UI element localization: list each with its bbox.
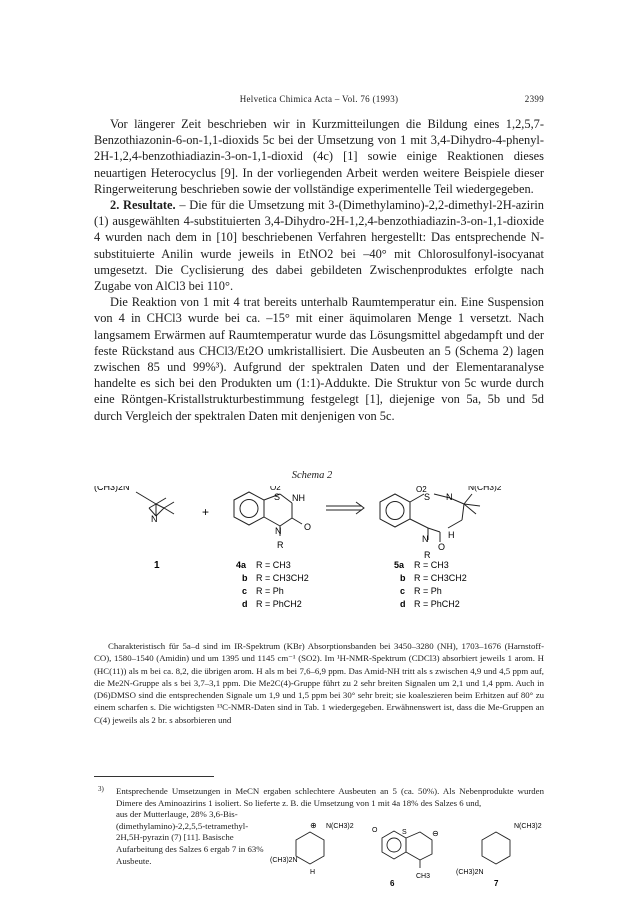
series4-r-a: R = CH3 — [256, 560, 291, 570]
struct7-me2n: (CH3)2N — [456, 869, 484, 876]
main-body-text — [94, 116, 544, 424]
compound4-r-label: R — [277, 540, 284, 550]
series4-r-c: R = Ph — [256, 586, 284, 596]
struct6-ch3: CH3 — [416, 873, 431, 880]
footnote-structures — [270, 818, 544, 888]
compound5-nme2-label: N(CH3)2 — [468, 486, 502, 492]
compound5-ring-n-label: N — [422, 534, 429, 544]
journal-title: Helvetica Chimica Acta – Vol. 76 (1993) — [239, 94, 399, 104]
struct6-number: 6 — [390, 879, 395, 888]
paragraph-reaction: Die Reaktion von 1 mit 4 trat bereits unterhalb Raumtemperatur ein. Eine Suspension von 4 in CHCl3 wurde bei ca. –15° mit einer äquimolaren Menge 1 versetzt. Nach langsamem Erwärmen auf Raumtemperatur wurde das Lösungsmittel abgedampft und der feste Rückstand aus CHCl3/Et2O umkristallisiert. Die Ausbeuten an 5 (Schema 2) lagen zwischen 85 und 99%³). Aufgrund der spektralen Daten und der Elementaranalyse handelte es sich bei den Produkten um (1:1)-Addukte. Die Struktur von 5c wurde durch eine Röntgen-Kristallstrukturbestimmung festgelegt [1], diejenige von 5a, 5b und 5d durch Vergleich der spektralen Daten mit denjenigen von 5c. — [94, 295, 544, 423]
footnote-structures-drawing — [270, 818, 544, 888]
compound1-number: 1 — [154, 560, 160, 571]
compound4-s-label: S — [274, 492, 281, 502]
series4-letter-c: c — [242, 586, 248, 596]
compound1-substituent: (CH3)2N — [94, 486, 130, 492]
series5-r-b: R = CH3CH2 — [414, 573, 467, 583]
struct7-number: 7 — [494, 879, 499, 888]
series5-r-a: R = CH3 — [414, 560, 449, 570]
series5-r-c: R = Ph — [414, 586, 442, 596]
paragraph-spectra: Charakteristisch für 5a–d sind im IR-Spektrum (KBr) Absorptionsbanden bei 3450–3280 (NH), 1703–1676 (Harnstoff-CO), 1580–1540 (Amidin) und um 1395 und 1145 cm⁻¹ (SO2). Im ¹H-NMR-Spektrum (CDCl3) absorbiert jeweils 1 arom. H (HC(11)) als m bei ca. 8,2, die übrigen arom. H als m bei 7,6–6,9 ppm. Das Amid-NH tritt als s zwischen 4,9 und 4,5 ppm auf, die Me2N-Gruppe als s bei 3,7–3,1 ppm. Die Me2C(4)-Gruppe führt zu 2 sehr breiten Signalen um 2,1 und 1,4 ppm. Auch in (D6)DMSO sind die entsprechenden Signale um 1,9 und 1,5 ppm bei 30° sehr breit; sie koaleszieren beim Erhitzen auf 80° zu einem scharfen s. Die wichtigsten ¹³C-NMR-Daten sind in Tab. 1 wiedergegeben. Erwähnenswert ist, dass die Me-Gruppen an C(4) jeweils als 2 br. s absorbieren und — [94, 641, 544, 725]
nmr-discussion — [94, 640, 544, 726]
paragraph-results — [94, 197, 544, 294]
plus-sign: + — [202, 505, 210, 519]
reaction-scheme-drawing — [94, 486, 544, 626]
footnote-text-rest: aus der Mutterlauge, 28% 3,6-Bis-(dimethylamino)-2,2,5,5-tetramethyl-2H,5H-pyrazin (7) [11]. Basische Aufarbeitung des Salzes 6 ergab 7 in 63% Ausbeute. — [116, 809, 264, 866]
compound5-o-label: O — [438, 542, 446, 552]
series5-r-d: R = PhCH2 — [414, 599, 460, 609]
struct7-nme2: N(CH3)2 — [514, 823, 542, 830]
page-number: 2399 — [524, 94, 544, 104]
reaction-scheme — [94, 486, 544, 626]
struct6-o: O — [372, 827, 378, 834]
compound5-r-label: R — [424, 550, 431, 560]
compound5-h-label: H — [448, 530, 455, 540]
compound4-o-label: O — [304, 522, 312, 532]
series4-r-d: R = PhCH2 — [256, 599, 302, 609]
series4-r-b: R = CH3CH2 — [256, 573, 309, 583]
footnote-divider — [94, 776, 214, 777]
compound5-o2-label: O2 — [416, 486, 427, 494]
struct6-s: S — [402, 829, 407, 836]
paragraph-intro: Vor längerer Zeit beschrieben wir in Kurzmitteilungen die Bildung eines 1,2,5,7-Benzothiazonin-6-on-1,1-dioxids 5c bei der Umsetzung von 1 mit 3,4-Dihydro-4-phenyl-2H-1,2,4-benzothiadiazin-3-on-1,1-dioxid (4c) [1] sowie einige Reaktionen dieses neuartigen Heterocyclus [9]. In der vorliegenden Arbeit werden weitere Beispiele dieser Ringerweiterung beschrieben sowie der vollständige experimentelle Teil wiedergegeben. — [94, 117, 544, 196]
series5-letter-d: d — [400, 599, 406, 609]
section-heading-results: 2. Resultate. — [110, 198, 176, 213]
compound4-o2-label: O2 — [270, 486, 281, 492]
series4-letter-d: d — [242, 599, 248, 609]
footnote-marker: 3) — [98, 785, 104, 793]
series4-letter-a: 4a — [236, 560, 247, 570]
series5-letter-b: b — [400, 573, 406, 583]
paragraph-results-text: – Die für die Umsetzung mit 3-(Dimethylamino)-2,2-dimethyl-2H-azirin (1) ausgewählten 4-substituierten 3,4-Dihydro-2H-1,2,4-benzothiadiazin-3-on-1,1-dioxide 4 wurden nach dem in [10] beschriebenen Verfahren hergestellt: Das entsprechende N-substituierte Anilin wurde jeweils in EtNO2 bei –40° mit Chlorosulfonyl-isocyanat umgesetzt. Die Cyclisierung des dabei gebildeten Zwischenproduktes erfolgte nach Zugabe von AlCl3 bei 110°. — [94, 198, 544, 294]
compound4-n-label: N — [275, 526, 282, 536]
compound1-ring-n: N — [151, 514, 158, 524]
struct6-me2n: (CH3)2N — [270, 857, 298, 864]
series5-letter-a: 5a — [394, 560, 405, 570]
compound5-s-label: S — [424, 492, 431, 502]
compound4-nh-label: NH — [292, 493, 305, 503]
series5-letter-c: c — [400, 586, 406, 596]
struct6-minus: ⊖ — [432, 829, 439, 838]
struct6-nme2: N(CH3)2 — [326, 823, 354, 830]
scheme-caption: Schema 2 — [291, 470, 333, 481]
struct6-plus: ⊕ — [310, 821, 317, 830]
compound5-n-label: N — [446, 492, 453, 502]
struct6-h: H — [310, 869, 316, 876]
series4-letter-b: b — [242, 573, 248, 583]
footnote-text-top: Entsprechende Umsetzungen in MeCN ergaben schlechtere Ausbeuten an 5 (ca. 50%). Als Nebenprodukte wurden Dimere des Aminoazirins 1 isoliert. So lieferte z. B. die Umsetzung von 1 mit 4a 18% des Salzes 6 und, — [116, 786, 544, 808]
